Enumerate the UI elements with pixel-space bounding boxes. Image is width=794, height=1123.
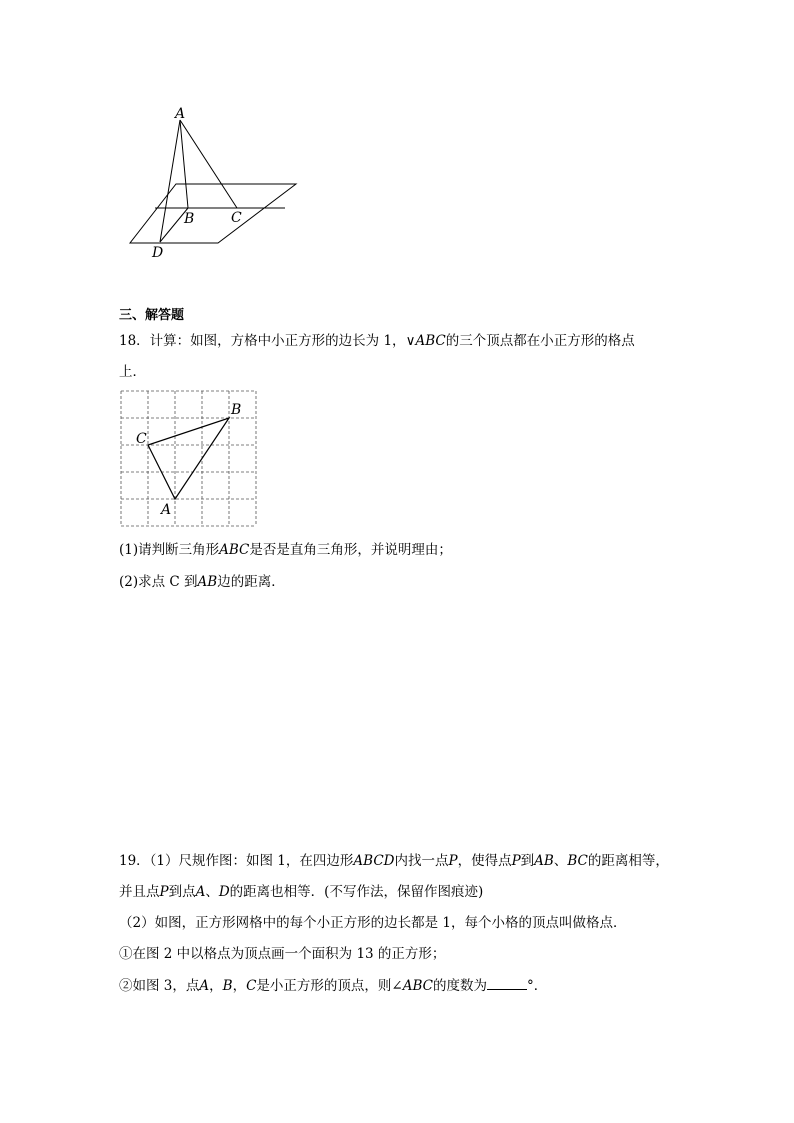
q19-line5: ②如图 3，点A，B，C是小正方形的顶点，则∠ABC的度数为 °． (119, 975, 547, 996)
grid-figure (110, 385, 280, 535)
q19-line3: （2）如图，正方形网格中的每个小正方形的边长都是 1，每个小格的顶点叫做格点． (119, 915, 627, 931)
q18-line1: 18．计算：如图，方格中小正方形的边长为 1，∨ABC的三个顶点都在小正方形的格点 (119, 333, 635, 349)
segment-AC (180, 120, 237, 208)
q19-line4: ①在图 2 中以格点为顶点画一个面积为 13 的正方形； (119, 946, 446, 962)
label-D: D (152, 245, 164, 261)
plane-figure (0, 0, 794, 270)
grid-label-C: C (136, 431, 147, 447)
segment-AB (180, 120, 188, 208)
q19-line1: 19．（1）尺规作图：如图 1，在四边形ABCD内找一点P，使得点P到AB、BC的距离相等， (119, 853, 669, 869)
q18-sub1: (1)请判断三角形ABC是否是直角三角形，并说明理由； (119, 542, 452, 558)
grid-label-B: B (231, 402, 242, 418)
label-A: A (175, 106, 186, 122)
q19-line2: 并且点P到点A、D的距离也相等．(不写作法，保留作图痕迹) (119, 884, 484, 900)
triangle-ABC (148, 418, 229, 499)
section-heading: 三、解答题 (119, 308, 185, 323)
segment-AD (160, 120, 180, 242)
q18-sub2: (2)求点 C 到AB边的距离． (119, 574, 285, 590)
answer-blank[interactable] (487, 975, 527, 990)
grid-label-A: A (161, 502, 172, 518)
label-B: B (184, 211, 195, 227)
q18-line2: 上． (119, 364, 146, 380)
plane-outline (130, 184, 296, 243)
label-C: C (231, 210, 242, 226)
